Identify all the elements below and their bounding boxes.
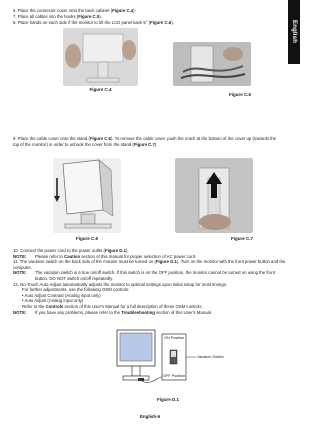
figure-c4-caption: Figure C.4 [89, 87, 112, 92]
instructions-10-12 [13, 248, 289, 315]
vacation-switch-label: Vacation Switch [197, 355, 224, 359]
cable-hooks-illustration [173, 42, 251, 86]
figure-c5-caption: Figure C.5 [228, 92, 251, 97]
step-8: 8. Place hands on each side if the monitor to tilt the LCD panel back 5° (Figure C.6). [13, 19, 174, 25]
step-12-further: For further adjustments, use the following OSM controls: [22, 287, 130, 293]
figure-c4-image [63, 28, 138, 86]
figure-c7-caption: Figure C.7 [230, 236, 253, 241]
step-6: 6. Place the connector cover onto the back cabinet (Figure C.4). [13, 8, 136, 13]
language-tab-label: English [291, 20, 297, 44]
step-9-text: 9. Place the cable cover onto the stand (Figure C.6). To remove the cable cover, push the notch at the bottom of the cover up (towards the top of the monitor) in order to unhook the cover from the stand (Figure C.7). [13, 136, 277, 147]
note-troubleshooting: NOTE: If you have any problems, please refer to the Troubleshooting section of this User's Manual. [13, 309, 213, 315]
figure-c6-image [53, 158, 121, 233]
monitor-tilt-illustration [53, 158, 121, 233]
note-vacation-switch: NOTE: The vacation switch is a true on/off switch. If this switch is on the OFF position, the monitor cannot be turned on using the front button. DO NOT switch on/off repeatedly. [13, 270, 275, 281]
steps-6-8 [13, 8, 289, 25]
osm-refer: Refer to the Controls section of this User's Manual for a full description of these OSM controls. [22, 303, 203, 309]
on-position-label: ON Position [164, 336, 185, 340]
osm-bullet-contrast: • Auto Adjust Contrast (Analog input only) [22, 292, 101, 298]
step-12: 12. No-Touch Auto Adjust automatically adjusts the monitor to optimal settings upon initial setup for most timings. [13, 281, 228, 287]
figure-c7-image [175, 158, 253, 233]
language-tab [288, 0, 300, 64]
osm-bullet-adjust: • Auto Adjust (Analog input only) [22, 298, 84, 304]
figure-d1-caption: Figure D.1 [156, 397, 179, 402]
note-caution: NOTE: Please refer to Caution section of this manual for proper selection of AC power cord. [13, 253, 197, 259]
cable-cover-removal-illustration [175, 158, 253, 233]
step-10: 10. Connect the power cord to the power outlet (Figure D.1). [13, 248, 129, 253]
page-number: English-6 [139, 414, 161, 419]
step-7: 7. Place all cables into the hooks (Figure C.5). [13, 13, 102, 19]
step-9 [13, 136, 283, 148]
monitor-back-illustration [63, 28, 138, 86]
figure-d1 [114, 328, 222, 388]
off-position-label: OFF Position [163, 374, 186, 378]
figure-c6-caption: Figure C.6 [75, 236, 98, 241]
figure-c5-image [173, 42, 251, 86]
step-11: 11. The vacation switch on the back side of the monitor must be turned on (Figure D.1). Turn on the monitor with the front power button and the computer. [13, 259, 286, 270]
